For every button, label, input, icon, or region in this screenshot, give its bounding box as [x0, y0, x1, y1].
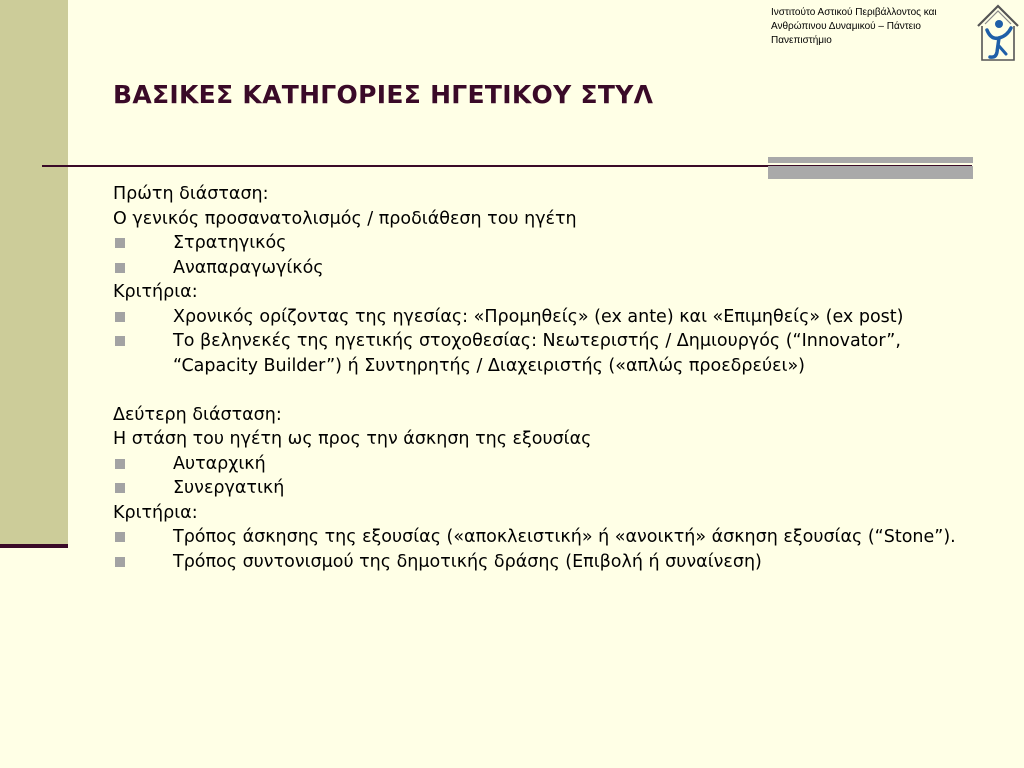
square-bullet-icon [115, 483, 125, 493]
square-bullet-icon [115, 312, 125, 322]
square-bullet-icon [115, 263, 125, 273]
list-item [113, 329, 973, 378]
gray-decorative-block [768, 157, 973, 179]
list-item [113, 452, 973, 477]
list-item-text: Συνεργατική [173, 478, 285, 498]
section2-criteria-label: Κριτήρια: [113, 502, 198, 523]
list-item [113, 231, 973, 256]
institute-line: Πανεπιστήμιο [771, 35, 832, 46]
list-item-text: Στρατηγικός [173, 233, 287, 253]
section1-subheading: Ο γενικός προσανατολισμός / προδιάθεση του ηγέτη [113, 208, 577, 229]
list-item [113, 305, 973, 330]
list-item [113, 525, 973, 550]
institute-name [771, 6, 971, 48]
list-item-text: Τρόπος συντονισμού της δημοτικής δράσης (Επιβολή ή συναίνεση) [173, 551, 762, 572]
list-item [113, 476, 973, 501]
institute-line: Ανθρώπινου Δυναμικού – Πάντειο [771, 21, 921, 32]
section2-heading: Δεύτερη διάσταση: [113, 404, 282, 425]
section2-subheading: Η στάση του ηγέτη ως προς την άσκηση της εξουσίας [113, 429, 592, 449]
section1-criteria-label: Κριτήρια: [113, 282, 198, 302]
square-bullet-icon [115, 557, 125, 567]
square-bullet-icon [115, 336, 125, 346]
square-bullet-icon [115, 459, 125, 469]
institute-line: Ινστιτούτο Αστικού Περιβάλλοντος και [771, 7, 937, 18]
list-item-text: Το βεληνεκές της ηγετικής στοχοθεσίας: Νεωτεριστής / Δημιουργός (“Innovator”, “Capacity Builder”) ή Συντηρητής / Διαχειριστής («απλώς προεδρεύει») [173, 331, 901, 376]
list-item-text: Αναπαραγωγίκός [173, 257, 324, 278]
left-band-rule [0, 544, 68, 548]
list-item-text: Χρονικός ορίζοντας της ηγεσίας: «Προμηθείς» (ex ante) και «Επιμηθείς» (ex post) [173, 306, 904, 327]
list-item-text: Αυταρχική [173, 453, 266, 474]
list-item [113, 256, 973, 281]
institute-logo-icon [975, 2, 1021, 64]
slide-content [113, 182, 973, 574]
list-item-text: Τρόπος άσκησης της εξουσίας («αποκλειστική» ή «ανοικτή» άσκηση εξουσίας (“Stone”). [173, 527, 956, 547]
slide-title: ΒΑΣΙΚΕΣ ΚΑΤΗΓΟΡΙΕΣ ΗΓΕΤΙΚΟΥ ΣΤΥΛ [113, 80, 654, 109]
square-bullet-icon [115, 238, 125, 248]
square-bullet-icon [115, 532, 125, 542]
section1-heading: Πρώτη διάσταση: [113, 184, 269, 204]
section-spacer [113, 378, 973, 403]
left-decorative-band [0, 0, 68, 548]
list-item [113, 550, 973, 575]
